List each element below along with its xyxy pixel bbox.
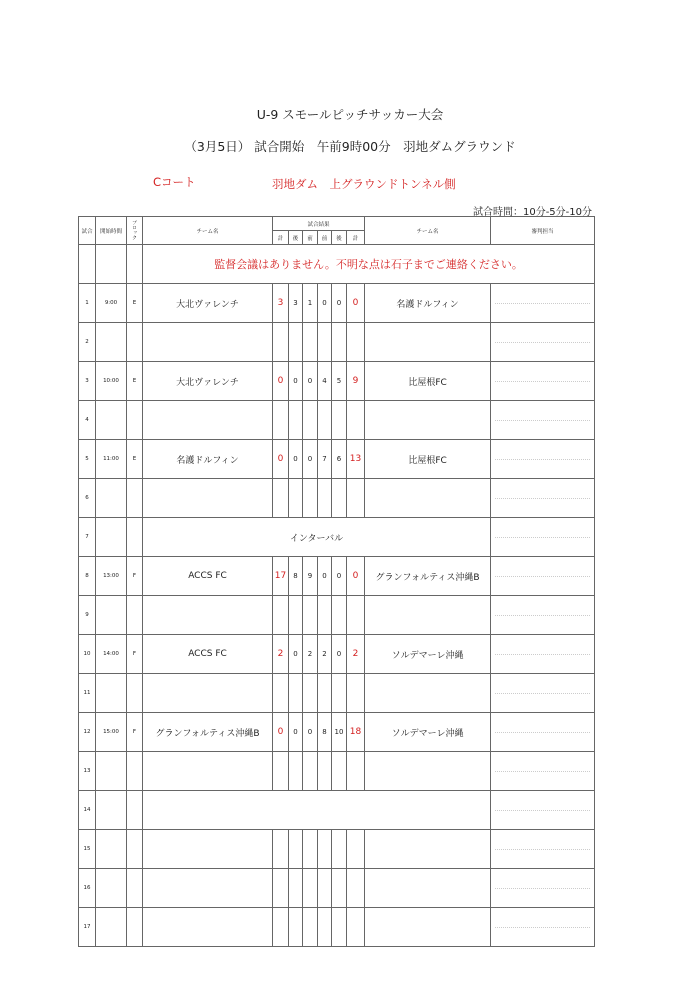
referee-cell: [491, 791, 595, 830]
score-second-away: 6: [332, 440, 347, 479]
team-away: 比屋根FC: [365, 440, 491, 479]
referee-cell: [491, 596, 595, 635]
header-sub-second1: 後: [289, 231, 303, 245]
match-no: 8: [79, 557, 96, 596]
page-title: U-9 スモールピッチサッカー大会: [256, 107, 444, 122]
header-no: 試合: [79, 217, 96, 245]
header-sub-first1: 前: [303, 231, 318, 245]
team-home: [143, 323, 273, 362]
match-no: 14: [79, 791, 96, 830]
header-team1: チーム名: [143, 217, 273, 245]
referee-cell: [491, 401, 595, 440]
block: [127, 752, 143, 791]
referee-line: [495, 615, 590, 616]
notice-text: 監督会議はありません。不明な点は石子までご連絡ください。: [143, 245, 595, 284]
team-home: [143, 830, 273, 869]
score-total-home: 0: [273, 440, 289, 479]
header-block-label: ブロック: [131, 219, 137, 240]
score-second-away: 0: [332, 557, 347, 596]
score-total-away: 2: [347, 635, 365, 674]
score-first-home: 0: [303, 713, 318, 752]
score-total-home: [273, 401, 289, 440]
match-no: 16: [79, 869, 96, 908]
match-no: 6: [79, 479, 96, 518]
score-second-away: [332, 323, 347, 362]
team-home: [143, 752, 273, 791]
score-first-home: [303, 869, 318, 908]
score-total-home: 3: [273, 284, 289, 323]
team-home: [143, 869, 273, 908]
score-total-away: 9: [347, 362, 365, 401]
match-no: 2: [79, 323, 96, 362]
referee-line: [495, 303, 590, 304]
score-first-home: [303, 323, 318, 362]
table-row: [79, 479, 595, 518]
referee-line: [495, 537, 590, 538]
team-away: [365, 479, 491, 518]
referee-cell: [491, 362, 595, 401]
notice-time: [96, 245, 127, 284]
team-home: [143, 401, 273, 440]
team-away: [365, 596, 491, 635]
score-second-away: [332, 830, 347, 869]
page-subtitle: （3月5日） 試合開始 午前9時00分 羽地ダムグラウンド: [184, 139, 516, 154]
score-second-away: [332, 908, 347, 947]
block: F: [127, 635, 143, 674]
header-sub-total2: 計: [347, 231, 365, 245]
start-time: [96, 674, 127, 713]
table-row: [79, 791, 595, 830]
start-time: [96, 479, 127, 518]
team-away: 比屋根FC: [365, 362, 491, 401]
block: F: [127, 713, 143, 752]
start-time: [96, 830, 127, 869]
start-time: 14:00: [96, 635, 127, 674]
team-away: ソルデマーレ沖縄: [365, 635, 491, 674]
referee-line: [495, 810, 590, 811]
score-second-home: [289, 674, 303, 713]
team-away: ソルデマーレ沖縄: [365, 713, 491, 752]
referee-line: [495, 576, 590, 577]
team-away: [365, 752, 491, 791]
score-second-home: 0: [289, 713, 303, 752]
referee-line: [495, 693, 590, 694]
match-no: 15: [79, 830, 96, 869]
score-total-home: [273, 479, 289, 518]
team-away: [365, 323, 491, 362]
score-total-away: [347, 479, 365, 518]
score-total-away: 0: [347, 284, 365, 323]
score-total-home: [273, 869, 289, 908]
referee-cell: [491, 869, 595, 908]
start-time: [96, 323, 127, 362]
start-time: [96, 791, 127, 830]
team-away: 名護ドルフィン: [365, 284, 491, 323]
score-second-home: [289, 830, 303, 869]
score-second-away: [332, 752, 347, 791]
score-total-away: [347, 323, 365, 362]
score-first-home: [303, 596, 318, 635]
table-row: [79, 362, 595, 401]
referee-cell: [491, 752, 595, 791]
match-no: 7: [79, 518, 96, 557]
block: F: [127, 557, 143, 596]
score-first-home: 0: [303, 440, 318, 479]
score-total-away: [347, 674, 365, 713]
table-row: [79, 869, 595, 908]
score-first-away: [318, 323, 332, 362]
start-time: [96, 518, 127, 557]
table-row: [79, 323, 595, 362]
match-no: 13: [79, 752, 96, 791]
score-second-away: 0: [332, 284, 347, 323]
score-total-home: 0: [273, 362, 289, 401]
score-second-home: [289, 479, 303, 518]
block: [127, 908, 143, 947]
table-row: [79, 752, 595, 791]
referee-cell: [491, 440, 595, 479]
match-time: 試合時間：10分-5分-10分: [472, 207, 592, 218]
team-home: 大北ヴァレンチ: [143, 284, 273, 323]
score-second-away: 0: [332, 635, 347, 674]
score-first-home: [303, 908, 318, 947]
table-row: [79, 518, 595, 557]
score-total-away: [347, 830, 365, 869]
team-away: [365, 401, 491, 440]
block: [127, 596, 143, 635]
referee-cell: [491, 557, 595, 596]
team-home: グランフォルティス沖縄B: [143, 713, 273, 752]
score-total-home: [273, 323, 289, 362]
referee-line: [495, 498, 590, 499]
match-no: 9: [79, 596, 96, 635]
referee-cell: [491, 674, 595, 713]
score-total-home: [273, 674, 289, 713]
header-result: 試合結果: [273, 217, 365, 231]
table-row: [79, 557, 595, 596]
block: [127, 674, 143, 713]
score-total-home: 0: [273, 713, 289, 752]
score-total-home: [273, 752, 289, 791]
score-first-home: 0: [303, 362, 318, 401]
interval-label: インターバル: [143, 518, 491, 557]
score-second-home: 8: [289, 557, 303, 596]
team-home: [143, 908, 273, 947]
team-away: グランフォルティス沖縄B: [365, 557, 491, 596]
referee-line: [495, 849, 590, 850]
block: [127, 830, 143, 869]
score-first-away: 8: [318, 713, 332, 752]
start-time: 15:00: [96, 713, 127, 752]
score-first-home: [303, 401, 318, 440]
score-second-home: [289, 869, 303, 908]
start-time: [96, 908, 127, 947]
table-row: [79, 674, 595, 713]
score-first-home: 9: [303, 557, 318, 596]
score-first-away: 7: [318, 440, 332, 479]
score-total-home: [273, 908, 289, 947]
team-home: 名護ドルフィン: [143, 440, 273, 479]
block: [127, 518, 143, 557]
block: [127, 323, 143, 362]
table-row: [79, 908, 595, 947]
score-first-away: [318, 752, 332, 791]
score-total-away: 13: [347, 440, 365, 479]
match-no: 3: [79, 362, 96, 401]
match-no: 17: [79, 908, 96, 947]
score-first-away: [318, 908, 332, 947]
score-second-away: [332, 869, 347, 908]
score-total-away: 0: [347, 557, 365, 596]
score-second-home: 0: [289, 362, 303, 401]
score-first-home: [303, 674, 318, 713]
score-first-home: [303, 479, 318, 518]
score-first-away: [318, 830, 332, 869]
referee-cell: [491, 908, 595, 947]
score-second-home: 0: [289, 440, 303, 479]
block: [127, 401, 143, 440]
score-second-home: 3: [289, 284, 303, 323]
header-sub-first2: 前: [318, 231, 332, 245]
score-total-home: [273, 830, 289, 869]
score-total-away: [347, 908, 365, 947]
team-home: 大北ヴァレンチ: [143, 362, 273, 401]
referee-cell: [491, 830, 595, 869]
match-no: 5: [79, 440, 96, 479]
match-no: 11: [79, 674, 96, 713]
block: E: [127, 440, 143, 479]
referee-line: [495, 771, 590, 772]
header-time: 開始時間: [96, 217, 127, 245]
start-time: [96, 869, 127, 908]
table-row: [79, 284, 595, 323]
score-second-away: [332, 401, 347, 440]
score-second-away: [332, 596, 347, 635]
header-referee: 審判担当: [491, 217, 595, 245]
referee-line: [495, 732, 590, 733]
score-second-away: [332, 479, 347, 518]
score-first-away: [318, 596, 332, 635]
block: E: [127, 284, 143, 323]
table-row: [79, 440, 595, 479]
header-sub-second2: 後: [332, 231, 347, 245]
start-time: [96, 752, 127, 791]
score-second-home: 0: [289, 635, 303, 674]
score-total-away: [347, 752, 365, 791]
score-second-away: [332, 674, 347, 713]
team-home: ACCS FC: [143, 635, 273, 674]
team-home: [143, 479, 273, 518]
score-first-away: 0: [318, 557, 332, 596]
team-away: [365, 674, 491, 713]
score-first-home: [303, 752, 318, 791]
score-total-away: 18: [347, 713, 365, 752]
block: [127, 791, 143, 830]
team-away: [365, 869, 491, 908]
header-block: [127, 217, 143, 245]
referee-line: [495, 459, 590, 460]
referee-cell: [491, 323, 595, 362]
header-team2: チーム名: [365, 217, 491, 245]
score-total-away: [347, 401, 365, 440]
match-no: 10: [79, 635, 96, 674]
referee-cell: [491, 284, 595, 323]
location-label: 羽地ダム 上グラウンドトンネル側: [272, 177, 456, 191]
start-time: [96, 596, 127, 635]
referee-line: [495, 420, 590, 421]
score-total-away: [347, 869, 365, 908]
score-second-home: [289, 323, 303, 362]
score-first-home: 2: [303, 635, 318, 674]
score-first-away: 4: [318, 362, 332, 401]
score-first-away: [318, 869, 332, 908]
score-total-home: [273, 596, 289, 635]
score-second-away: 5: [332, 362, 347, 401]
table-row: [79, 401, 595, 440]
table-row: [79, 713, 595, 752]
header-sub-total1: 計: [273, 231, 289, 245]
score-first-away: [318, 401, 332, 440]
score-first-home: [303, 830, 318, 869]
referee-cell: [491, 479, 595, 518]
schedule-table: [78, 216, 595, 947]
match-no: 1: [79, 284, 96, 323]
referee-cell: [491, 713, 595, 752]
score-second-home: [289, 752, 303, 791]
referee-line: [495, 654, 590, 655]
referee-line: [495, 888, 590, 889]
table-row: [79, 596, 595, 635]
team-home: [143, 674, 273, 713]
score-total-away: [347, 596, 365, 635]
team-home: [143, 596, 273, 635]
score-second-home: [289, 908, 303, 947]
score-total-home: 17: [273, 557, 289, 596]
match-no: 4: [79, 401, 96, 440]
referee-line: [495, 927, 590, 928]
referee-cell: [491, 518, 595, 557]
score-total-home: 2: [273, 635, 289, 674]
notice-block: [127, 245, 143, 284]
score-second-home: [289, 401, 303, 440]
match-no: 12: [79, 713, 96, 752]
merged-cell: [143, 791, 491, 830]
court-label: Cコート: [153, 175, 196, 189]
start-time: 9:00: [96, 284, 127, 323]
team-away: [365, 908, 491, 947]
start-time: [96, 401, 127, 440]
score-second-away: 10: [332, 713, 347, 752]
start-time: 13:00: [96, 557, 127, 596]
team-home: ACCS FC: [143, 557, 273, 596]
block: E: [127, 362, 143, 401]
start-time: 11:00: [96, 440, 127, 479]
score-first-away: [318, 674, 332, 713]
table-row: [79, 635, 595, 674]
score-first-home: 1: [303, 284, 318, 323]
start-time: 10:00: [96, 362, 127, 401]
table-row: [79, 830, 595, 869]
block: [127, 869, 143, 908]
referee-line: [495, 381, 590, 382]
team-away: [365, 830, 491, 869]
score-second-home: [289, 596, 303, 635]
referee-cell: [491, 635, 595, 674]
notice-no: [79, 245, 96, 284]
score-first-away: 0: [318, 284, 332, 323]
score-first-away: [318, 479, 332, 518]
score-first-away: 2: [318, 635, 332, 674]
block: [127, 479, 143, 518]
referee-line: [495, 342, 590, 343]
